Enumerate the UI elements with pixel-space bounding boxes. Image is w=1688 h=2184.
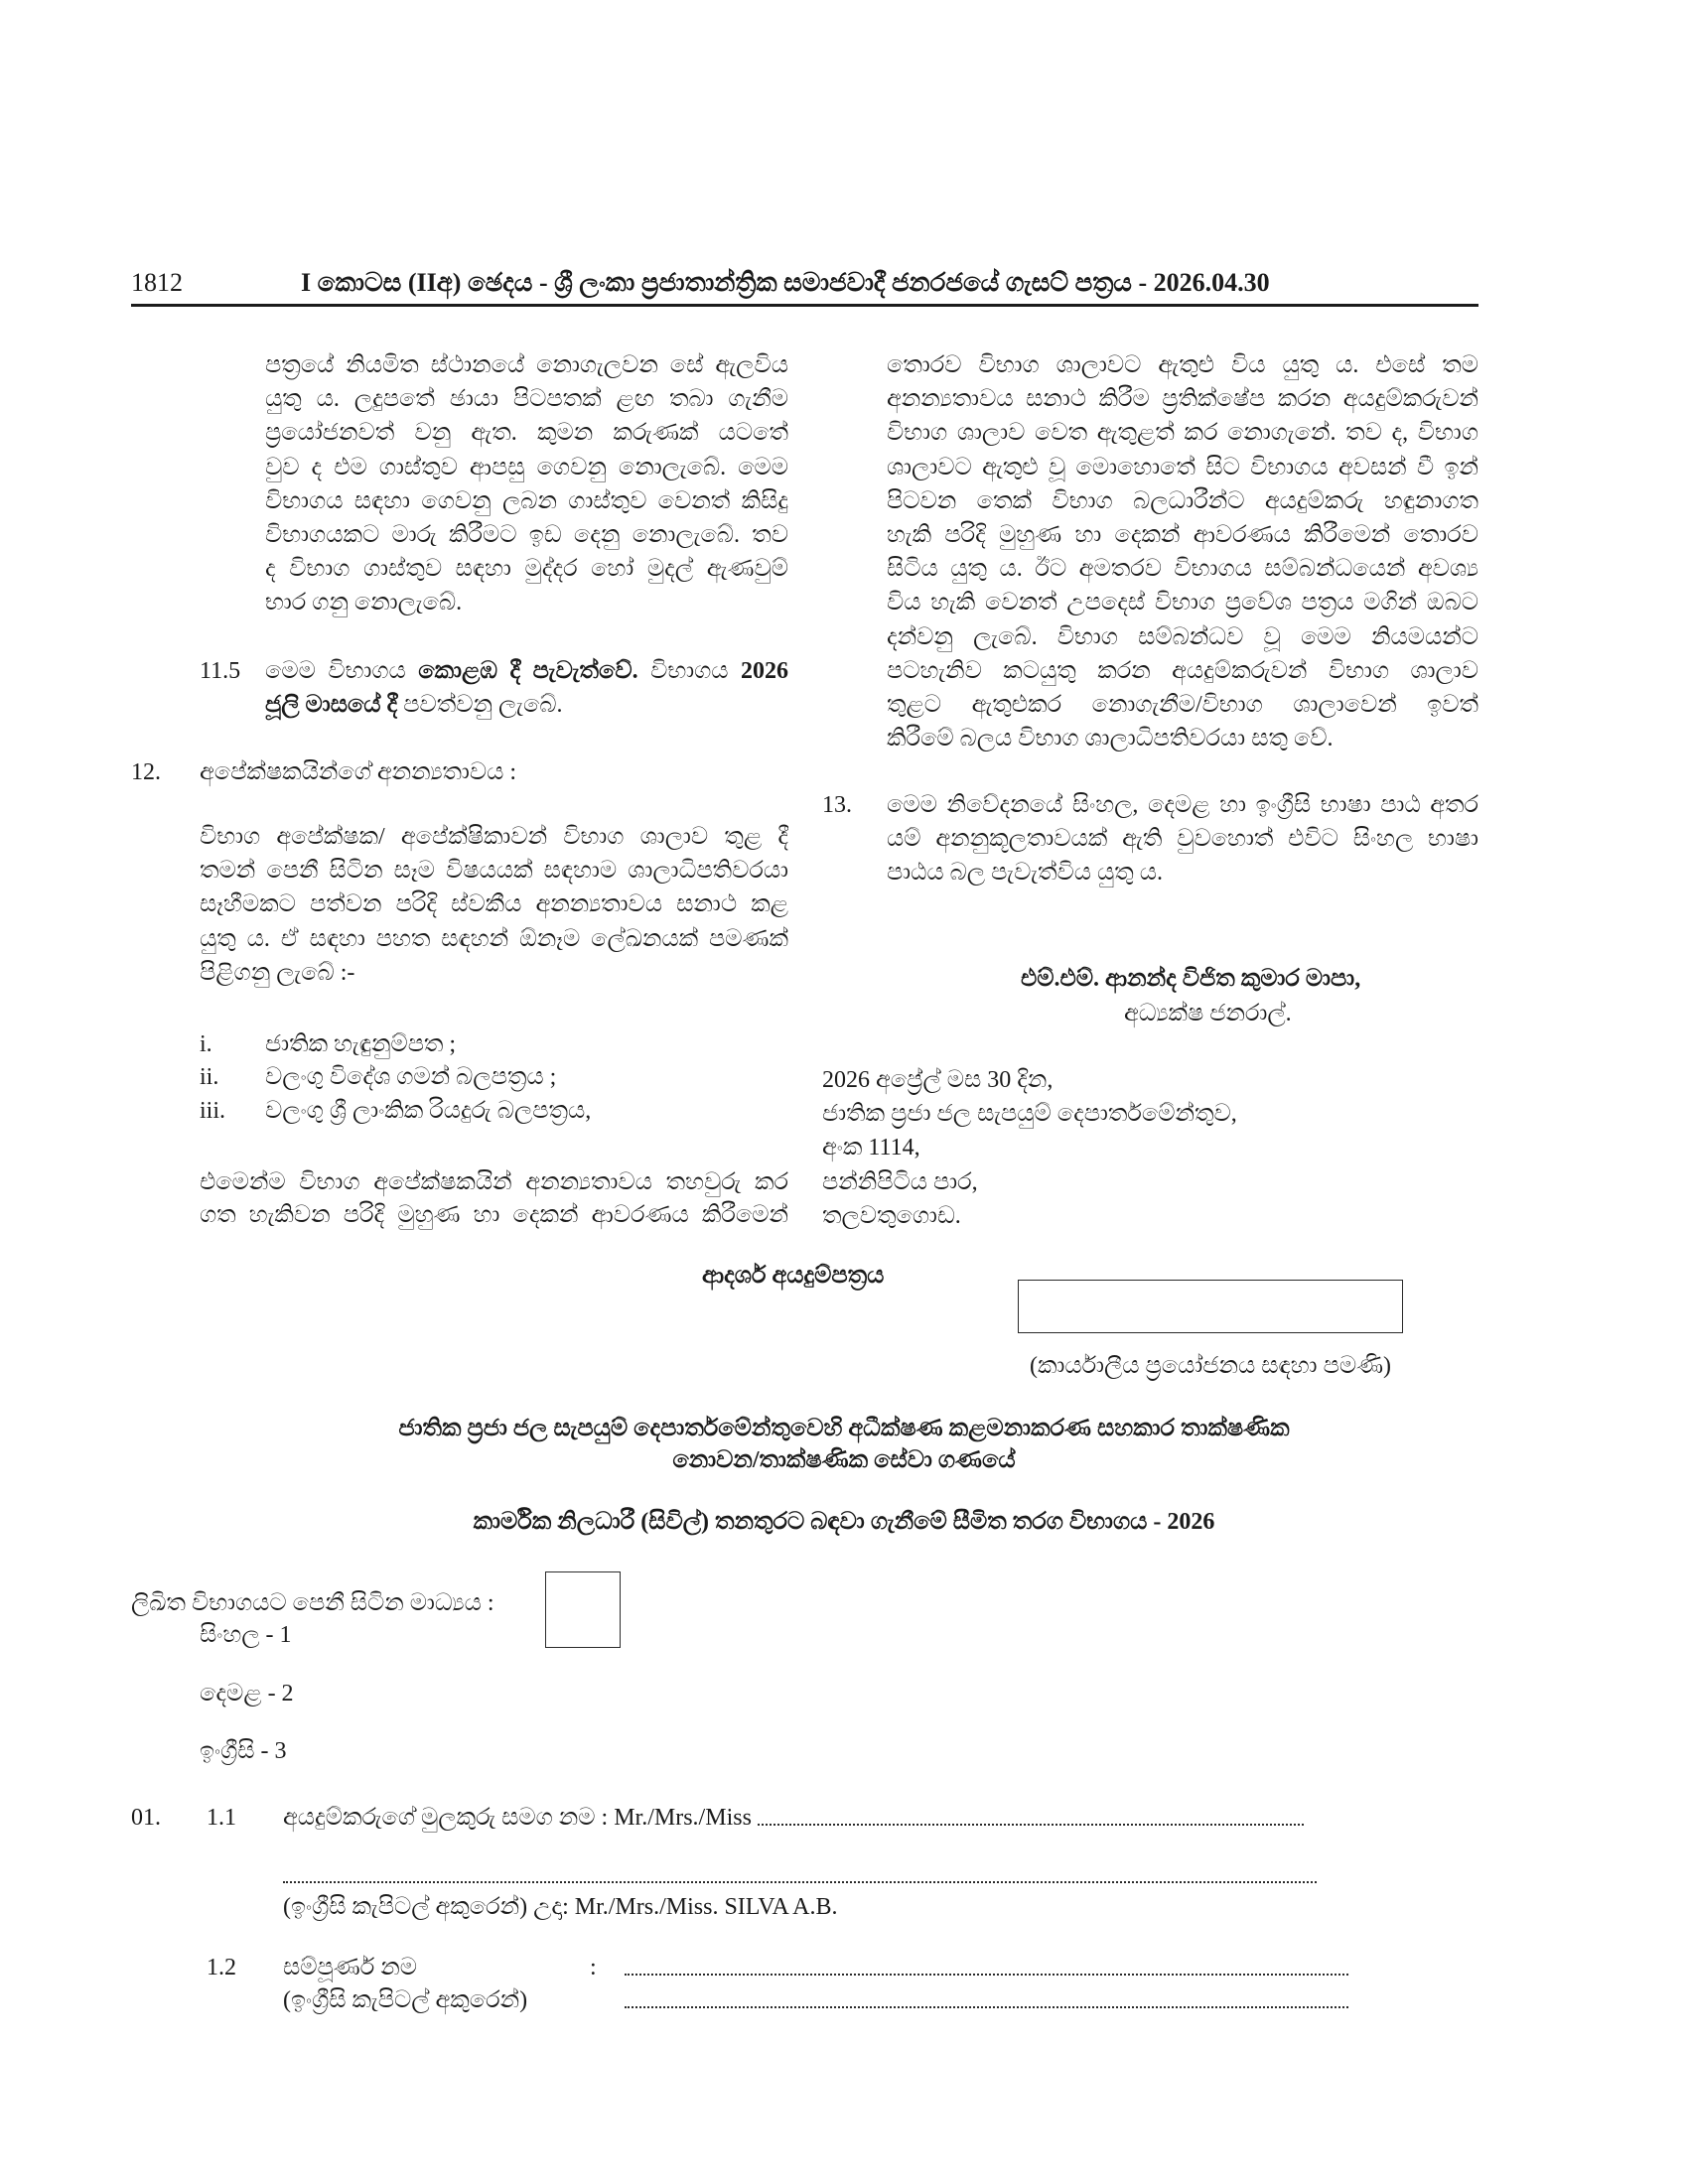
name-with-initials-fill-line-2: [283, 1858, 1317, 1883]
text-line: විභාගයකට මාරු කිරීමට ඉඩ දෙනු නොලැබේ. තව: [265, 521, 788, 548]
question-number-01: 01.: [131, 1805, 161, 1831]
model-application-label: ආදර්ශ අයදුම්පත්‍රය: [702, 1263, 885, 1289]
date-and-address: [822, 1063, 1478, 1233]
section-11-5-text: [265, 654, 788, 722]
list-numeral: iii.: [200, 1097, 226, 1124]
face-ears-paragraph: [200, 1166, 788, 1233]
text-line: විභාගය සඳහා ගෙවනු ලබන ගාස්තුව වෙනත් කිසිදු: [265, 487, 788, 514]
text-line: භාර ගනු නොලැබේ.: [265, 590, 463, 616]
exam-year: 2026: [741, 658, 788, 684]
list-numeral: ii.: [200, 1064, 219, 1091]
text-line: ගත හැකිවන පරිදි මුහුණ හා දෙකන් ආවරණය කිරීමෙන්: [200, 1202, 788, 1229]
section-12-heading: අපේක්ෂකයින්ගේ අනන්‍යතාවය :: [200, 759, 517, 785]
name-with-initials-label: අයදුම්කරුගේ මුලකුරු සමග නම : Mr./Mrs./Miss: [283, 1805, 752, 1831]
text-line: තොරව විභාග ශාලාවට ඇතුළු විය යුතු ය. එසේ තම: [887, 352, 1478, 378]
text-line: විභාග අපේක්ෂක/ අපේක්ෂිකාවන් විභාග ශාලාව තුළ දී: [200, 824, 788, 850]
full-name-fill-line-2: [625, 1983, 1348, 2008]
text-line: පිළිගනු ලැබේ :-: [200, 959, 355, 986]
signatory-designation: අධ්‍යක්ෂ ජනරාල්.: [1124, 1001, 1292, 1026]
text-line: කිරීමේ බලය විභාග ශාලාධිපතිවරයා සතු වේ.: [887, 726, 1334, 752]
text-line: තමන් පෙනී සිටින සෑම විෂයයක් සඳහාම ශාලාධිපතිවරයා: [200, 858, 788, 885]
fee-instructions-continuation: [265, 348, 788, 620]
text-line: සෑහීමකට පත්වන පරිදි ස්වකීය අනන්‍යතාවය සනාථ කළ: [200, 891, 788, 918]
text-line: පිටවන තෙක් විභාග බලධාරීන්ට අයදුම්කරු හඳුනාගත: [887, 487, 1478, 514]
office-use-note: (කාර්යාලීය ප්‍රයෝජනය සඳහා පමණි): [1029, 1353, 1392, 1379]
text-line: තුළට ඇතුළුකර නොගැනීම/විභාග ශාලාවෙන් ඉවත්: [887, 691, 1478, 718]
text-line: යම් අනනුකූලතාවයක් ඇති වුවහොත් එවිට සිංහල භාෂා: [887, 826, 1478, 853]
full-name-label: සම්පූර්ණ නම: [283, 1955, 417, 1980]
name-with-initials-example: (ඉංග්‍රීසි කැපිටල් අකුරෙන්) උදා: Mr./Mrs./Miss. SILVA A.B.: [283, 1894, 838, 1920]
medium-option-tamil: දෙමළ - 2: [200, 1681, 294, 1706]
address-line: තලවතුගොඩ.: [822, 1202, 961, 1229]
text-line: මෙම නිවේදනයේ සිංහල, දෙමළ හා ඉංග්‍රීසි භාෂා පාඨ අතර: [887, 792, 1478, 818]
text-line: යුතු ය. ඒ සඳහා පහත සඳහන් ඕනෑම ලේඛනයක් පමණක්: [200, 925, 788, 952]
language-precedence-paragraph: [887, 788, 1478, 890]
text-line: [265, 654, 788, 688]
text-line: දන්වනු ලැබේ. විභාග සම්බන්ධව වූ මෙම නියමයන්ට: [887, 623, 1478, 650]
text-line: ද විභාග ගාස්තුව සඳහා මුද්දර හෝ මුදල් ඇණවුම්: [265, 556, 788, 583]
item-number-1-2: 1.2: [207, 1955, 236, 1980]
text-segment: විභාගය: [650, 658, 729, 684]
accepted-documents-list: [200, 1028, 788, 1128]
header-rule: [131, 304, 1478, 307]
exam-hall-rules-continuation: [887, 348, 1478, 755]
form-title-line: නොවන/තාක්ෂණික සේවා ගණයේ: [672, 1447, 1016, 1473]
address-line: ජාතික ප්‍රජා ජල සැපයුම් දෙපාර්තමේන්තුව,: [822, 1101, 1237, 1128]
name-with-initials-fill-line: [758, 1801, 1304, 1826]
exam-month: ජූලි මාසයේ දී: [265, 692, 398, 719]
text-line: සිටිය යුතු ය. ඊට අමතරව විභාගය සම්බන්ධයෙන් අවශ්‍ය: [887, 556, 1478, 583]
list-item-text: වලංගු ශ්‍රී ලාංකික රියදුරු බලපත්‍රය,: [265, 1097, 592, 1124]
address-line: අංක 1114,: [822, 1135, 920, 1161]
section-number-11-5: 11.5: [200, 658, 241, 684]
text-line: ප්‍රයෝජනවත් වනු ඇත. කුමන කරුණක් යටතේ: [265, 420, 788, 447]
item-number-1-1: 1.1: [207, 1805, 236, 1831]
address-line: පන්නිපිටිය පාර,: [822, 1168, 978, 1195]
list-item: [200, 1028, 788, 1061]
text-line: පත්‍රයේ නියමිත ස්ථානයේ නොගැලවන සේ ඇලවිය: [265, 352, 788, 378]
list-item: [200, 1061, 788, 1094]
office-use-box: [1018, 1280, 1403, 1333]
text-line: වුව ද එම ගාස්තුව ආපසු ගෙවනු නොලැබේ. මෙම: [265, 454, 788, 480]
medium-code-box: [545, 1571, 621, 1648]
medium-option-sinhala: සිංහල - 1: [200, 1622, 292, 1648]
text-line: විභාග ශාලාව වෙත ඇතුළත් කර නොගැනේ. තව ද, විභාග: [887, 420, 1478, 447]
text-segment: මෙම විභාගය: [265, 658, 406, 684]
text-line: එමෙන්ම විභාග අපේක්ෂකයින් අනන්‍යතාවය තහවුරු කර: [200, 1169, 788, 1195]
name-with-initials-row: [283, 1801, 1304, 1835]
full-name-colon: :: [590, 1955, 597, 1980]
text-line: හැකි පරිදි මුහුණ හා දෙකන් ආවරණය කිරීමෙන් තොරව: [887, 521, 1478, 548]
full-name-sublabel: (ඉංග්‍රීසි කැපිටල් අකුරෙන්): [283, 1987, 528, 2013]
form-title: [0, 1413, 1688, 1476]
text-line: ශාලාවට ඇතුළු වූ මොහොතේ සිට විභාගය අවසන් වී ඉන්: [887, 454, 1478, 480]
medium-option-english: ඉංග්‍රීසි - 3: [200, 1738, 287, 1764]
notice-date: 2026 අප්‍රේල් මස 30 දින,: [822, 1067, 1054, 1093]
exam-venue: කොළඹ දී පැවැත්වේ.: [418, 658, 638, 684]
list-item: [200, 1095, 788, 1128]
list-item-text: ජාතික හැඳුනුම්පත ;: [265, 1031, 457, 1057]
form-title-line: ජාතික ප්‍රජා ජල සැපයුම් දෙපාර්තමේන්තුවෙහි අධීක්ෂණ කළමනාකරණ සහකාර තාක්ෂණික: [398, 1416, 1290, 1441]
full-name-fill-line: [625, 1951, 1348, 1976]
text-line: විය හැකි වෙනත් උපදෙස් විභාග ප්‍රවේශ පත්‍රය මගින් ඔබට: [887, 590, 1478, 616]
list-numeral: i.: [200, 1031, 212, 1057]
text-line: පටහැනිව කටයුතු කරන අයදුම්කරුවන් විභාග ශාලාව: [887, 657, 1478, 684]
text-line: යුතු ය. ලදුපතේ ඡායා පිටපතක් ළඟ තබා ගැනීම: [265, 386, 788, 413]
signatory-name: එම්.එම්. ආනන්ද විජිත කුමාර මාපා,: [1021, 966, 1361, 992]
identity-requirements-paragraph: [200, 820, 788, 990]
page-number: 1812: [131, 268, 183, 297]
text-line: අනන්‍යතාවය සනාථ කිරීම ප්‍රතික්ෂේප කරන අයදුම්කරුවන්: [887, 386, 1478, 413]
text-segment: පවත්වනු ලැබේ.: [403, 692, 563, 719]
form-subtitle: කාර්මික නිලධාරී (සිවිල්) තනතුරට බඳවා ගැනීමේ සීමිත තරග විභාගය - 2026: [473, 1509, 1215, 1535]
medium-label: ලිඛිත විභාගයට පෙනී සිටින මාධ්‍යය :: [131, 1590, 494, 1616]
text-line: පාඨය බල පැවැත්විය යුතු ය.: [887, 860, 1164, 887]
text-line: [265, 688, 788, 722]
section-number-12: 12.: [131, 759, 161, 785]
list-item-text: වලංගු විදේශ ගමන් බලපත්‍රය ;: [265, 1064, 557, 1091]
section-number-13: 13.: [822, 792, 852, 818]
gazette-header-title: I කොටස (IIඅ) ඡෙදය - ශ්‍රී ලංකා ප්‍රජාතාන්ත්‍රික සමාජවාදී ජනරජයේ ගැසට් පත්‍රය - 2026.04.30: [301, 268, 1270, 297]
